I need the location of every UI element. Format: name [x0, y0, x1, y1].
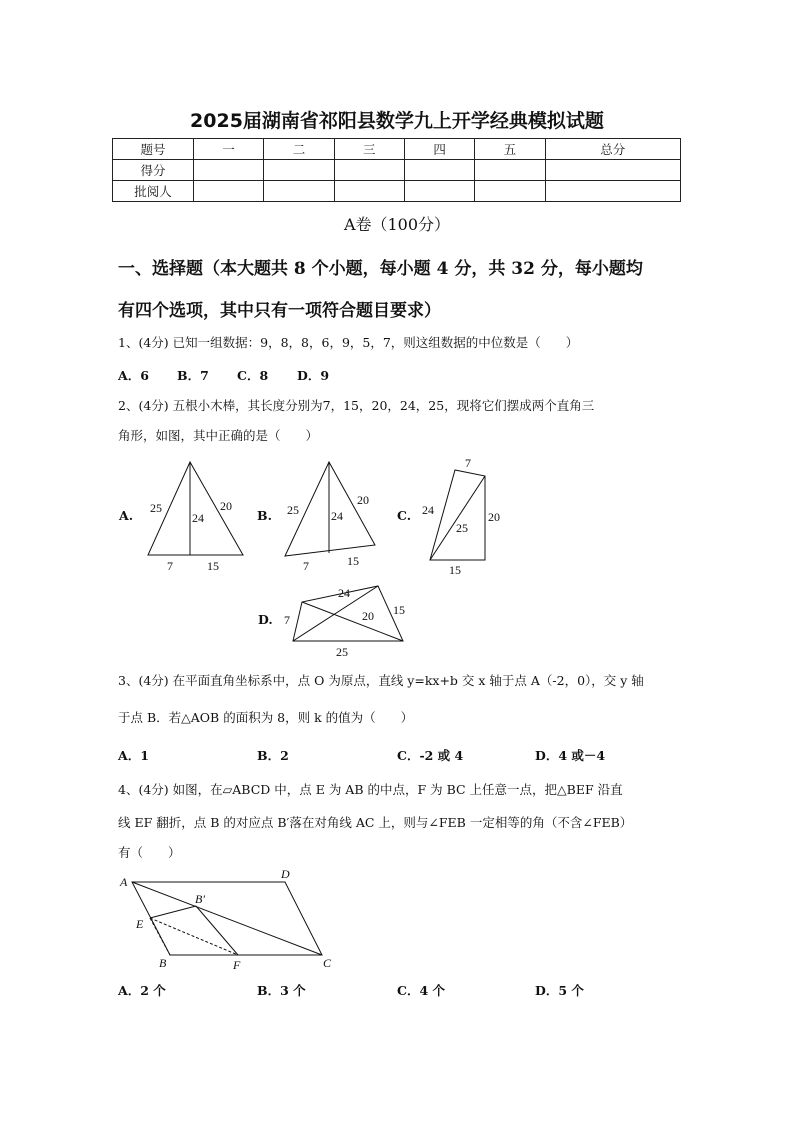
- fig-d-label: 20: [362, 609, 374, 623]
- q4-point-label: B′: [195, 892, 205, 906]
- exam-title: 2025届湖南省祁阳县数学九上开学经典模拟试题: [190, 110, 604, 132]
- diagonal-ac: [132, 882, 322, 955]
- fig-d-label: 24: [338, 586, 350, 600]
- q2-option-a-label[interactable]: A.: [119, 508, 134, 523]
- fig-a-label: 25: [150, 501, 162, 515]
- q1-option-d[interactable]: D．9: [297, 368, 330, 383]
- q4-point-label: B: [159, 956, 167, 970]
- fig-d-label: 15: [393, 603, 405, 617]
- q4-option-d[interactable]: D．5 个: [535, 983, 584, 998]
- part1-header-line2: 有四个选项，其中只有一项符合题目要求）: [118, 301, 441, 321]
- q2-stem-line2: 角形，如图，其中正确的是（ ）: [118, 428, 319, 443]
- segment-eb-prime: [150, 906, 196, 918]
- q2-option-d-label[interactable]: D.: [258, 612, 273, 627]
- fig-d-label: 25: [336, 645, 348, 659]
- q1-stem: 1、(4分) 已知一组数据：9，8，8，6，9，5，7，则这组数据的中位数是（ ）: [118, 335, 579, 350]
- q4-stem-line2: 线 EF 翻折，点 B 的对应点 B′落在对角线 AC 上，则与∠FEB 一定相等的角（不含∠FEB）: [118, 815, 633, 830]
- q4-stem-line1: 4、(4分) 如图，在▱ABCD 中，点 E 为 AB 的中点，F 为 BC 上任意一点，把△BEF 沿直: [118, 782, 623, 797]
- q1-option-a[interactable]: A．6: [118, 368, 149, 383]
- q4-point-label: F: [233, 958, 241, 972]
- q4-option-a[interactable]: A．2 个: [118, 983, 166, 998]
- q4-figure: [132, 882, 322, 955]
- fig-a-label: 7: [167, 559, 173, 573]
- fig-b-label: 25: [287, 503, 299, 517]
- fig-b-label: 15: [347, 554, 359, 568]
- table-cell: 批阅人: [113, 181, 194, 202]
- table-cell: 五: [475, 139, 545, 160]
- table-cell: 四: [404, 139, 474, 160]
- q2-option-c-label[interactable]: C.: [397, 508, 412, 523]
- q4-point-label: D: [281, 867, 290, 881]
- fig-c-label: 7: [465, 456, 471, 470]
- table-cell: 得分: [113, 160, 194, 181]
- q3-stem-line1: 3、(4分) 在平面直角坐标系中，点 O 为原点，直线 y=kx+b 交 x 轴于点 A（-2，0），交 y 轴: [118, 673, 644, 688]
- fig-c-label: 25: [456, 521, 468, 535]
- table-cell: 三: [334, 139, 404, 160]
- table-cell: 一: [194, 139, 264, 160]
- diagonal-line: [430, 476, 485, 560]
- q4-point-label: A: [120, 875, 128, 889]
- section-a-heading: A卷（100分）: [343, 215, 451, 234]
- q4-point-label: C: [323, 956, 332, 970]
- fig-c-label: 24: [422, 503, 434, 517]
- q4-stem-line3: 有（ ）: [118, 845, 181, 860]
- fig-b-label: 7: [303, 559, 309, 573]
- q4-option-c[interactable]: C．4 个: [397, 983, 445, 998]
- fig-b-label: 20: [357, 493, 369, 507]
- q2-stem-line1: 2、(4分) 五根小木棒，其长度分别为7，15，20，24，25，现将它们摆成两个直角三: [118, 398, 595, 413]
- q3-option-d[interactable]: D．4 或－4: [535, 748, 606, 763]
- q3-option-c[interactable]: C．-2 或 4: [397, 748, 464, 763]
- q3-stem-line2: 于点 B．若△AOB 的面积为 8，则 k 的值为（ ）: [118, 710, 414, 725]
- q3-option-b[interactable]: B．2: [257, 748, 289, 763]
- q4-point-label: E: [136, 917, 144, 931]
- part1-header-line1: 一、选择题（本大题共 8 个小题，每小题 4 分，共 32 分，每小题均: [118, 259, 643, 279]
- q1-option-b[interactable]: B．7: [177, 368, 209, 383]
- q4-option-b[interactable]: B．3 个: [257, 983, 306, 998]
- fig-d-label: 7: [284, 613, 290, 627]
- q2-figure-c: [430, 470, 485, 560]
- table-cell: 题号: [113, 139, 194, 160]
- segment-b-prime-f: [196, 906, 238, 955]
- q2-option-b-label[interactable]: B.: [257, 508, 272, 523]
- table-cell: 二: [264, 139, 334, 160]
- q1-option-c[interactable]: C．8: [237, 368, 269, 383]
- fig-a-label: 24: [192, 511, 204, 525]
- fig-c-label: 20: [488, 510, 500, 524]
- dashed-eb: [150, 918, 170, 955]
- fig-c-label: 15: [449, 563, 461, 577]
- table-cell: 总分: [545, 139, 680, 160]
- fig-a-label: 20: [220, 499, 232, 513]
- fig-a-label: 15: [207, 559, 219, 573]
- dashed-ef: [150, 918, 238, 955]
- fig-b-label: 24: [331, 509, 343, 523]
- q3-option-a[interactable]: A．1: [118, 748, 149, 763]
